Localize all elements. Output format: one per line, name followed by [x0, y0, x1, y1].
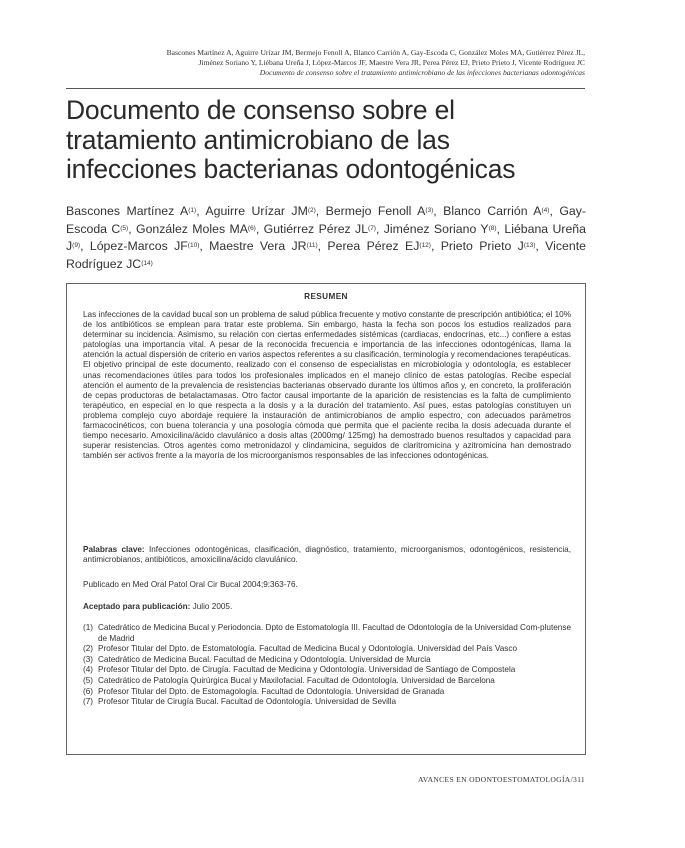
author-name: Maestre Vera JR [209, 239, 307, 253]
running-head [60, 48, 585, 78]
affiliation-item [83, 623, 571, 644]
abstract-box [66, 283, 586, 755]
author [443, 204, 549, 218]
abstract-heading: RESUMEN [304, 292, 348, 301]
author [136, 222, 256, 236]
author-affiliation-ref: (11) [306, 242, 318, 249]
affiliation-text: Profesor Titular del Dpto. de Estomatología. Facultad de Medicina Bucal y Odontología. Universidad del País Vasco [98, 644, 518, 654]
author-name: López-Marcos JF [89, 239, 188, 253]
affiliation-text: Profesor Titular de Cirugía Bucal. Facultad de Odontología. Universidad de Sevilla [98, 697, 397, 707]
accepted-note [83, 602, 571, 612]
author-affiliation-ref: (14) [141, 259, 153, 267]
author-name: Prieto Prieto J [440, 239, 524, 253]
author [90, 239, 199, 253]
affiliation-item [83, 665, 571, 676]
publication-note: Publicado en Med Oral Patol Oral Cir Bucal 2004;9:363-76. [83, 580, 298, 589]
author-affiliation-ref: (10) [187, 242, 200, 249]
author-name: Blanco Carrión A [443, 204, 542, 218]
running-head-title: Documento de consenso sobre el tratamiento antimicrobiano de las infecciones bacterianas odontogénicas [259, 68, 585, 77]
journal-page-footer: AVANCES EN ODONTOESTOMATOLOGÍA/311 [417, 775, 585, 784]
affiliation-item [83, 687, 571, 698]
running-head-authors-line2: Jiménez Soriano Y, Liébana Ureña J, López-Marcos JF, Maestre Vera JR, Perea Pérez EJ, Prieto Prieto J, Vicente Rodríguez JC [198, 58, 585, 67]
title-line: Documento de consenso sobre el [66, 95, 455, 125]
affiliation-text: Profesor Titular del Dpto. de Estomagología. Facultad de Odontología. Universidad de Granada [98, 686, 445, 696]
author-name: Gay-Escoda C [66, 204, 586, 236]
affiliation-number: (2) [83, 644, 94, 654]
author-name: González Moles MA [136, 221, 248, 236]
affiliation-text: Catedrático de Medicina Bucal. Facultad de Medicina y Odontología. Universidad de Murcia [98, 654, 431, 664]
author-list: Bascones Martínez $A^{(1)}$, Aguirre Urízar JM$^{(2)}$, Bermejo Fenoll $A^{(3)}$, Blanco Carrión $A^{(4)}$, Gay-Escoda $C^{(5)}$, González Moles MA$^{(6)}$, Gutiérrez Pérez JL$^{(7)}$, Jiménez Soriano $Y^{(8)}$, Liébana Ureña $J^{(9)}$, López-Marcos JF$^{(10)}$, Maestre Vera JR$^{(11)}$, Perea Pérez EJ$^{(12)}$, Prieto Prieto $J^{(13)}$, Vicente Rodríguez JC$^{(14)}$ [66, 204, 586, 271]
affiliation-item [83, 644, 571, 655]
affiliation-number: (7) [83, 697, 94, 707]
author [327, 239, 431, 253]
author [66, 204, 196, 218]
author-name: Aguirre Urízar JM [205, 204, 308, 218]
author-affiliation-ref: (7) [368, 224, 376, 232]
author-affiliation-ref: (4) [541, 207, 550, 214]
author-name: Vicente Rodríguez JC [66, 239, 586, 271]
author-name: Liébana Ureña J [66, 221, 586, 253]
author-name: Bermejo Fenoll A [325, 204, 426, 218]
author [326, 204, 434, 218]
author-affiliation-ref: (13) [523, 242, 536, 249]
author-affiliation-ref: (12) [419, 242, 431, 249]
running-head-authors-line1: Bascones Martínez A, Aguirre Urízar JM, Bermejo Fenoll A, Blanco Carrión A, Gay-Escoda C, González Moles MA, Gutiérrez Pérez JL, [166, 48, 585, 57]
affiliation-item [83, 655, 571, 666]
affiliation-list [83, 623, 571, 708]
affiliation-number: (4) [83, 665, 94, 675]
keywords [83, 545, 571, 565]
affiliation-item [83, 697, 571, 708]
author-affiliation-ref: (6) [247, 224, 256, 232]
author [209, 239, 318, 253]
affiliation-item [83, 676, 571, 687]
author-name: Perea Pérez EJ [327, 239, 420, 253]
author-name: Gutiérrez Pérez JL [263, 221, 369, 236]
affiliation-text: Catedrático de Patología Quirúrgica Bucal y Maxilofacial. Facultad de Odontología. Universidad de Barcelona [98, 675, 495, 685]
author [205, 204, 315, 218]
author-affiliation-ref: (8) [488, 224, 497, 232]
affiliation-text: Catedrático de Medicina Bucal y Periodoncia. Dpto de Estomatología III. Facultad de Odontología de la Universidad Com-plutense de Madrid [98, 623, 571, 643]
keywords-text: Infecciones odontogénicas, clasificación, diagnóstico, tratamiento, microorganismos, odontogénicos, resistencia, antimicrobianos, antibióticos, amoxicilina/ácido clavulánico. [83, 545, 571, 565]
author [441, 239, 536, 253]
affiliation-number: (3) [83, 654, 94, 664]
author-affiliation-ref: (9) [72, 242, 81, 249]
affiliation-number: (1) [83, 623, 94, 632]
author [264, 222, 376, 236]
abstract-text: Las infecciones de la cavidad bucal son un problema de salud pública frecuente y motivo constante de prescripción antibiótica; el 10% de los antibióticos se emplean para tratar este problema. Sin embargo, hasta la fecha son pocos los estudios realizados para determinar su incidencia. Asimismo, su relación con ciertas enfermedades sistémicas (cardiacas, endocrinas, etc...) confiere a estas patologías una importancia vital. A pesar de la reconocida frecuencia e importancia de las infecciones odontogénicas, llama la atención la actual dispersión de criterio en varios aspectos referentes a su clasificación, terminología y recomendaciones terapéuticas. El objetivo principal de este documento, realizado con el consenso de especialistas en microbiología y odontología, es establecer unas recomendaciones útiles para todos los profesionales implicados en el manejo clínico de estas patologías. Recibe especial atención el aumento de la prevalencia de resistencias bacterianas observado durante los últimos años y, en concreto, la proliferación de cepas productoras de betalactamasas. Otro factor causal importante de la aparición de resistencias es la falta de cumplimiento terapéutico, en especial en lo que respecta a la dosis y a la duración del tratamiento. Así pues, estas patologías constituyen un problema complejo cuyo abordaje requiere la instauración de antimicrobianos de amplio espectro, con adecuados parámetros farmacocinéticos, con buena tolerancia y una posología cómoda que permita que el paciente reciba la dosis adecuada durante el tiempo necesario. Amoxicilina/ácido clavulánico a dosis altas (2000mg/ 125mg) ha demostrado buenos resultados y capacidad para superar resistencias. Otros agentes como metronidazol y clindamicina, seguidos de claritromicina y azitromicina han demostrado también ser activos frente a la mayoría de los microorganismos responsables de las infecciones odontogénicas. [83, 310, 571, 461]
article-title [66, 96, 586, 185]
title-line: infecciones bacterianas odontogénicas [66, 154, 516, 184]
author-affiliation-ref: (2) [307, 207, 316, 214]
affiliation-number: (6) [83, 686, 94, 696]
affiliation-number: (5) [83, 675, 94, 685]
title-line: tratamiento antimicrobiano de las [66, 124, 450, 155]
author-affiliation-ref: (5) [120, 224, 129, 232]
author-affiliation-ref: (3) [425, 207, 434, 214]
author-name: Bascones Martínez A [66, 204, 189, 218]
accepted-date: Julio 2005. [190, 602, 233, 611]
header-divider [66, 88, 585, 89]
accepted-label: Aceptado para publicación: [83, 602, 191, 611]
author-name: Jiménez Soriano Y [383, 221, 489, 236]
author [384, 222, 497, 236]
keywords-label: Palabras clave: [83, 545, 145, 554]
affiliation-text: Profesor Titular del Dpto. de Cirugía. Facultad de Medicina y Odontología. Universidad de Santiago de Compostela [98, 665, 516, 675]
author-affiliation-ref: (1) [188, 207, 197, 214]
